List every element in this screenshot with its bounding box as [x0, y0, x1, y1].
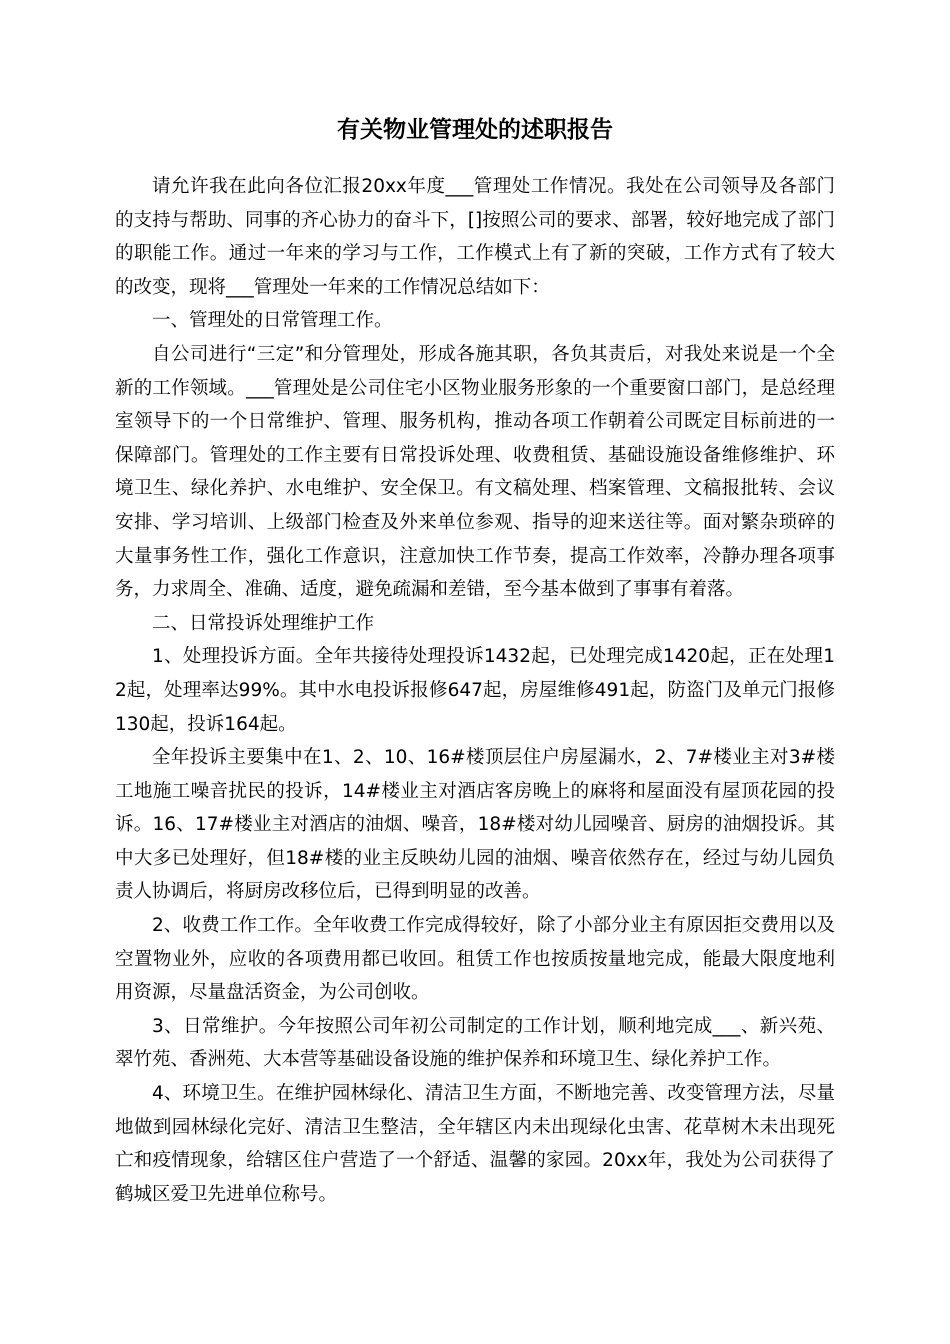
document-title: 有关物业管理处的述职报告 — [337, 117, 613, 143]
section-heading-daily-management: 一、管理处的日常管理工作。 — [152, 310, 393, 332]
paragraph-daily-maintenance: 3、日常维护。今年按照公司年初公司制定的工作计划，顺利地完成___、新兴苑、翠竹苑、香洲苑、大本营等基础设备设施的维护保养和环境卫生、绿化养护工作。 — [115, 1015, 835, 1071]
paragraph-complaint-details: 全年投诉主要集中在1、2、10、16#楼顶层住户房屋漏水，2、7#楼业主对3#楼工地施工噪音扰民的投诉，14#楼业主对酒店客房晚上的麻将和屋面没有屋顶花园的投诉。16、17#楼业主对酒店的油烟、噪音，18#楼对幼儿园噪音、厨房的油烟投诉。其中大多已处理好，但18#楼的业主反映幼儿园的油烟、噪音依然存在，经过与幼儿园负责人协调后，将厨房改移位后，已得到明显的改善。 — [115, 747, 835, 903]
paragraph-environmental-sanitation: 4、环境卫生。在维护园林绿化、清洁卫生方面，不断地完善、改变管理方法，尽量地做到园林绿化完好、清洁卫生整洁，全年辖区内未出现绿化虫害、花草树木未出现死亡和疫情现象，给辖区住户营造了一个舒适、温馨的家园。20xx年，我处为公司获得了鹤城区爱卫先进单位称号。 — [115, 1083, 835, 1205]
document-body — [115, 170, 835, 1211]
paragraph-daily-management: 自公司进行“三定”和分管理处，形成各施其职，各负其责后，对我处来说是一个全新的工作领域。___管理处是公司住宅小区物业服务形象的一个重要窗口部门，是总经理室领导下的一个日常维护、管理、服务机构，推动各项工作朝着公司既定目标前进的一保障部门。管理处的工作主要有日常投诉处理、收费租赁、基础设施设备维修维护、环境卫生、绿化养护、水电维护、安全保卫。有文稿处理、档案管理、文稿报批转、会议安排、学习培训、上级部门检查及外来单位参观、指导的迎来送往等。面对繁杂琐碎的大量事务性工作，强化工作意识，注意加快工作节奏，提高工作效率，冷静办理各项事务，力求周全、准确、适度，避免疏漏和差错，至今基本做到了事事有着落。 — [115, 343, 835, 601]
paragraph-fee-collection: 2、收费工作工作。全年收费工作完成得较好，除了小部分业主有原因拒交费用以及空置物业外，应收的各项费用都已收回。租赁工作也按质按量地完成，能最大限度地利用资源，尽量盘活资金，为公司创收。 — [115, 915, 835, 1004]
paragraph-complaint-handling: 1、处理投诉方面。全年共接待处理投诉1432起，已处理完成1420起，正在处理12起，处理率达99%。其中水电投诉报修647起，房屋维修491起，防盗门及单元门报修130起，投诉164起。 — [115, 646, 835, 735]
section-heading-complaints: 二、日常投诉处理维护工作 — [152, 612, 375, 634]
paragraph-intro: 请允许我在此向各位汇报20xx年度___管理处工作情况。我处在公司领导及各部门的支持与帮助、同事的齐心协力的奋斗下，[]按照公司的要求、部署，较好地完成了部门的职能工作。通过一年来的学习与工作，工作模式上有了新的突破，工作方式有了较大的改变，现将___管理处一年来的工作情况总结如下： — [115, 176, 835, 298]
